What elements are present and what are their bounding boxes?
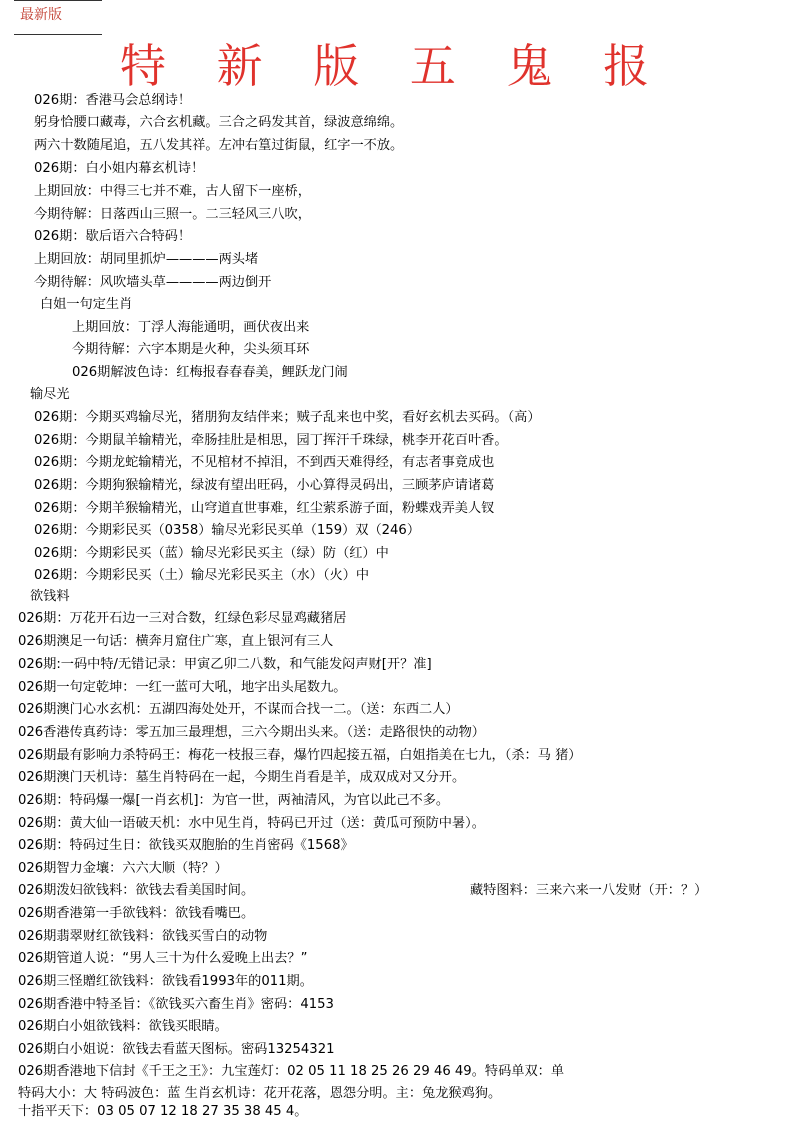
text-line: 输尽光: [30, 387, 70, 402]
text-line: 今期待解：六字本期是火种，尖头须耳环: [72, 342, 310, 357]
text-line: 026期：今期羊猴输精光，山穹道直世事难，红尘萦系游子面，粉蝶戏弄美人钗: [34, 501, 495, 516]
text-line: 026期：今期龙蛇输精光，不见棺材不掉泪，不到西天难得经，有志者事竟成也: [34, 455, 495, 470]
text-line: 026期：今期鼠羊输精光，牵肠挂肚是相思，园丁挥汗千珠绿，桃李开花百叶香。: [34, 433, 508, 448]
text-line: 026期泼妇欲钱料：欲钱去看美国时间。: [18, 883, 255, 898]
text-line: 026期:一码中特/无错记录：甲寅乙卯二八数，和气能发闷声财[开？准]: [18, 657, 432, 672]
text-line: 026香港传真药诗：零五加三最理想，三六今期出头来。（送：走路很快的动物）: [18, 725, 485, 740]
text-line: 026期：万花开石边一三对合数，红绿色彩尽显鸡藏猪居: [18, 611, 347, 626]
text-line: 026期：今期买鸡输尽光，猪朋狗友结伴来；贼子乱来也中奖，看好玄机去买码。（高）: [34, 410, 541, 425]
badge-rule: [14, 34, 102, 35]
text-line: 026期：黄大仙一语破天机：水中见生肖，特码已开过（送：黄瓜可预防中暑）。: [18, 816, 485, 831]
text-line: 026期翡翠财红欲钱料：欲钱买雪白的动物: [18, 929, 268, 944]
text-line: 026期：特码过生日：欲钱买双胞胎的生肖密码《1568》: [18, 838, 354, 853]
text-line: 两六十数随尾追，五八发其祥。左冲右篁过街鼠，红字一不放。: [34, 138, 404, 153]
text-line: 026期白小姐欲钱料：欲钱买眼睛。: [18, 1019, 228, 1034]
text-line: 026期：今期彩民买（土）输尽光彩民买主（水）（火）中: [34, 568, 370, 583]
text-line: 026期白小姐说：欲钱去看蓝天图标。密码13254321: [18, 1042, 335, 1057]
text-line: 026期管道人说：“男人三十为什么爱晚上出去？”: [18, 951, 308, 966]
text-line: 上期回放：中得三七并不难，古人留下一座桥，: [34, 184, 311, 199]
text-line: 026期一句定乾坤：一红一蓝可大吼，地字出头尾数九。: [18, 680, 347, 695]
text-line: 026期：白小姐内幕玄机诗！: [34, 161, 205, 176]
text-line: 026期智力金壤：六六大顺（特？）: [18, 861, 228, 876]
text-line: 026期三怪贈红欲钱料：欲钱看1993年的011期。: [18, 974, 313, 989]
text-line: 026期香港第一手欲钱料：欲钱看嘴巴。: [18, 906, 255, 921]
text-line: 今期待解：日落西山三照一。二三轻风三八吹，: [34, 207, 311, 222]
badge-top-rule: [14, 0, 102, 1]
text-line: 026期澳足一句话：横奔月窟住广寒，直上银河有三人: [18, 634, 334, 649]
text-line: 白姐一句定生肖: [40, 297, 133, 312]
text-line: 026期：特码爆一爆[一肖玄机]：为官一世，两袖清风，为官以此己不多。: [18, 793, 450, 808]
latest-version-badge: 最新版: [20, 7, 62, 23]
text-line: 026期解波色诗：红梅报春春春美，鲤跃龙门闹: [72, 365, 348, 380]
text-line: 026期澳门天机诗：墓生肖特码在一起，今期生肖看是羊，成双成对又分开。: [18, 770, 466, 785]
text-line: 026期：今期狗猴输精光，绿波有望出旺码，小心算得灵码出，三顾茅庐请诸葛: [34, 478, 495, 493]
right-note: 藏特图料：三来六来一八发财（开：？）: [470, 883, 708, 898]
text-line: 特码大小：大 特码波色：蓝 生肖玄机诗：花开花落，恩怨分明。主：兔龙猴鸡狗。: [18, 1086, 502, 1101]
text-line: 上期回放：胡同里抓炉————两头堵: [34, 252, 259, 267]
page-title: 特 新 版 五 鬼 报: [120, 39, 668, 93]
text-line: 今期待解：风吹墙头草————两边倒开: [34, 275, 272, 290]
text-line: 上期回放：丁浮人海能通明，画伏夜出来: [72, 320, 310, 335]
text-line: 躬身恰腰口藏毒，六合玄机藏。三合之码发其首，绿波意绵绵。: [34, 115, 404, 130]
text-line: 026期：今期彩民买（0358）输尽光彩民买单（159）双（246）: [34, 523, 421, 538]
text-line: 026期最有影响力杀特码王：梅花一枝报三春，爆竹四起接五福，白姐指美在七九，（杀：马 猪）: [18, 748, 582, 763]
text-line: 026期澳门心水玄机：五湖四海处处开，不谋而合找一二。（送：东西二人）: [18, 702, 459, 717]
text-line: 026期：歇后语六合特码！: [34, 229, 192, 244]
text-line: 026期：今期彩民买（蓝）输尽光彩民买主（绿）防（红）中: [34, 546, 389, 561]
text-line: 十指平天下：03 05 07 12 18 27 35 38 45 4。: [18, 1104, 308, 1119]
section-label: 欲钱料: [30, 589, 70, 604]
text-line: 026期香港地下信封《千王之王》：九宝莲灯：02 05 11 18 25 26 29 46 49。特码单双：单: [18, 1064, 565, 1079]
text-line: 026期香港中特圣旨：《欲钱买六畜生肖》密码：4153: [18, 997, 334, 1012]
text-line: 026期：香港马会总纲诗！: [34, 93, 192, 108]
